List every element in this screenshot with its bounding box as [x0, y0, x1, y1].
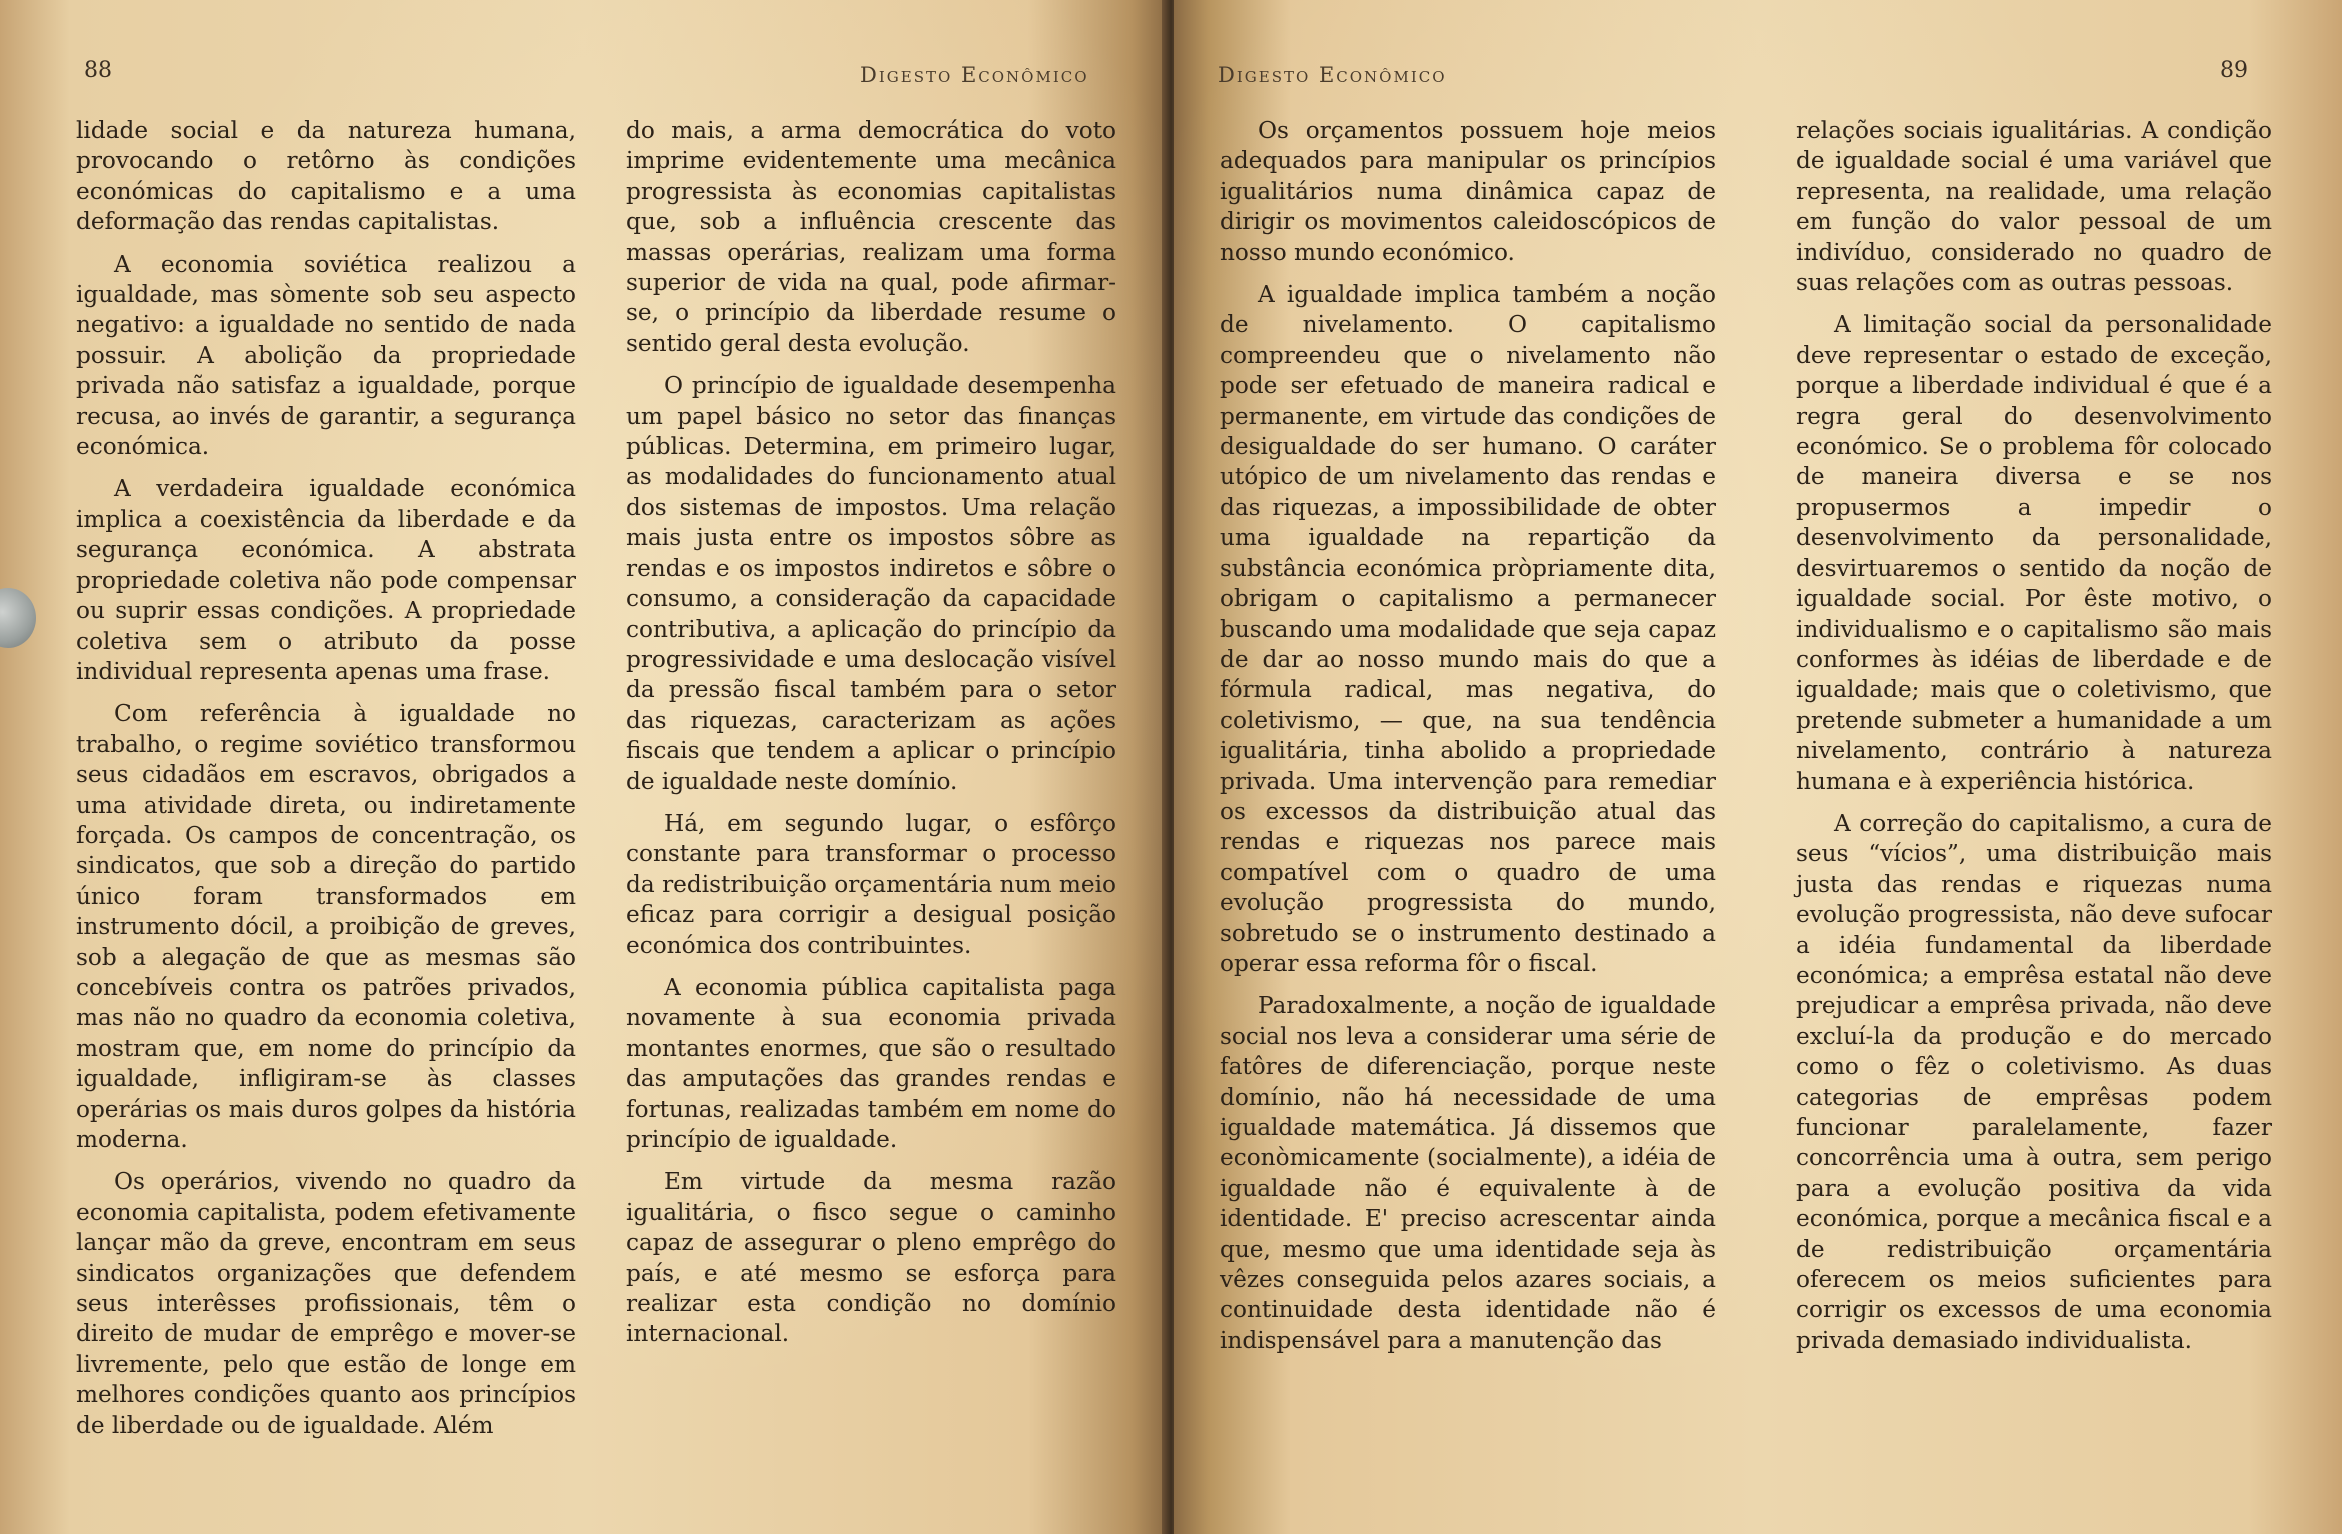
paragraph: Há, em segundo lugar, o esfôrço constante para transformar o processo da redistribuição orçamentária num meio eficaz para corrigir a desigual posição económica dos contribuintes.: [626, 809, 1116, 959]
paragraph: Com referência à igualdade no trabalho, o regime soviético transformou seus cidadãos em escravos, obrigados a uma atividade direta, ou indiretamente forçada. Os campos de concentração, os sindicatos, que sob a direção do partido único foram transformados em instrumento dócil, a proibição de greves, sob a alegação de que as mesmas são concebíveis contra os patrões privados, mas não no quadro da economia coletiva, mostram que, em nome do princípio da igualdade, infligiram-se às classes operárias os mais duros golpes da história moderna.: [76, 700, 576, 1153]
paragraph: A economia pública capitalista paga novamente à sua economia privada montantes enormes, que são o resultado das amputações das grandes rendas e fortunas, realizadas também em nome do princípio de igualdade.: [626, 973, 1116, 1153]
paragraph: O princípio de igualdade desempenha um papel básico no setor das finanças públicas. Determina, em primeiro lugar, as modalidades do funcionamento atual dos sistemas de impostos. Uma relação mais justa entre os impostos sôbre as rendas e os impostos indiretos e sôbre o consumo, a consideração da capacidade contributiva, a aplicação do princípio da progressividade e uma deslocação visível da pressão fiscal também para o setor das riquezas, caracterizam as ações fiscais que tendem a aplicar o princípio de igualdade neste domínio.: [626, 372, 1116, 795]
left-page-column-1: [76, 116, 576, 1453]
binder-clip: [0, 588, 36, 648]
page-number-left: 88: [84, 58, 112, 83]
right-page-column-2: [1796, 116, 2272, 1368]
paragraph: Em virtude da mesma razão igualitária, o fisco segue o caminho capaz de assegurar o pleno emprêgo do país, e até mesmo se esforça para realizar esta condição no domínio internacional.: [626, 1168, 1116, 1348]
right-page: [1174, 0, 2342, 1534]
left-page: [0, 0, 1168, 1534]
paragraph: Os orçamentos possuem hoje meios adequados para manipular os princípios igualitários numa dinâmica capaz de dirigir os movimentos caleidoscópicos de nosso mundo económico.: [1220, 117, 1716, 266]
paragraph: A verdadeira igualdade económica implica a coexistência da liberdade e da segurança económica. A abstrata propriedade coletiva não pode compensar ou suprir essas condições. A propriedade coletiva sem o atributo da posse individual representa apenas uma frase.: [76, 475, 576, 685]
paragraph: A limitação social da personalidade deve representar o estado de exceção, porque a liberdade individual é que é a regra geral do desenvolvimento económico. Se o problema fôr colocado de maneira diversa e se nos propusermos a impedir o desenvolvimento da personalidade, desvirtuaremos o sentido da noção de igualdade social. Por êste motivo, o individualismo e o capitalismo são mais conformes às idéias de liberdade e de igualdade; mais que o coletivismo, que pretende submeter a humanidade a um nivelamento, contrário à natureza humana e à experiência histórica.: [1796, 311, 2272, 795]
running-head-right: Digesto Econômico: [1218, 63, 1447, 87]
paragraph: A igualdade implica também a noção de nivelamento. O capitalismo compreendeu que o nivelamento não pode ser efetuado de maneira radical e permanente, em virtude das condições de desigualdade do ser humano. O caráter utópico de um nivelamento das rendas e das riquezas, a impossibilidade de obter uma igualdade na repartição da substância económica pròpriamente dita, obrigam o capitalismo a permanecer buscando uma modalidade que seja capaz de dar ao nosso mundo mais do que a fórmula radical, mas negativa, do coletivismo, — que, na sua tendência igualitária, tinha abolido a propriedade privada. Uma intervenção para remediar os excessos da distribuição atual das rendas e riquezas nos parece mais compatível com o quadro de uma evolução progressista do mundo, sobretudo se o instrumento destinado a operar essa reforma fôr o fiscal.: [1220, 281, 1716, 977]
paragraph: lidade social e da natureza humana, provocando o retôrno às condições económicas do capitalismo e a uma deformação das rendas capitalistas.: [76, 117, 576, 236]
running-head-left: Digesto Econômico: [860, 63, 1089, 87]
paragraph: Paradoxalmente, a noção de igualdade social nos leva a considerar uma série de fatôres de diferenciação, porque neste domínio, não há necessidade de uma igualdade matemática. Já dissemos que econòmicamente (socialmente), a idéia de igualdade não é equivalente à de identidade. E' preciso acrescentar ainda que, mesmo que uma identidade seja às vêzes conseguida pelos azares sociais, a continuidade desta identidade não é indispensável para a manutenção das: [1220, 992, 1716, 1354]
paragraph: Os operários, vivendo no quadro da economia capitalista, podem efetivamente lançar mão da greve, encontram em seus sindicatos organizações que defendem seus interêsses profissionais, têm o direito de mudar de emprêgo e mover-se livremente, pelo que estão de longe em melhores condições quanto aos princípios de liberdade ou de igualdade. Além: [76, 1168, 576, 1439]
paragraph: relações sociais igualitárias. A condição de igualdade social é uma variável que representa, na realidade, uma relação em função do valor pessoal de um indivíduo, considerado no quadro de suas relações com as outras pessoas.: [1796, 117, 2272, 297]
paragraph: A correção do capitalismo, a cura de seus “vícios”, uma distribuição mais justa das rendas e riquezas numa evolução progressista, não deve sufocar a idéia fundamental da liberdade económica; a emprêsa estatal não deve prejudicar a emprêsa privada, não deve excluí-la da produção e do mercado como o fêz o coletivismo. As duas categorias de emprêsas podem funcionar paralelamente, fazer concorrência uma à outra, sem perigo para a evolução positiva da vida económica, porque a mecânica fiscal e a de redistribuição orçamentária oferecem os meios suficientes para corrigir os excessos de uma economia privada demasiado individualista.: [1796, 809, 2272, 1354]
paragraph: do mais, a arma democrática do voto imprime evidentemente uma mecânica progressista às economias capitalistas que, sob a influência crescente das massas operárias, realizam uma forma superior de vida na qual, pode afirmar-se, o princípio da liberdade resume o sentido geral desta evolução.: [626, 117, 1116, 357]
right-page-column-1: [1220, 116, 1716, 1368]
paragraph: A economia soviética realizou a igualdade, mas sòmente sob seu aspecto negativo: a igualdade no sentido de nada possuir. A abolição da propriedade privada não satisfaz a igualdade, porque recusa, ao invés de garantir, a segurança económica.: [76, 250, 576, 461]
left-page-column-2: [626, 116, 1116, 1362]
page-number-right: 89: [2220, 58, 2248, 83]
